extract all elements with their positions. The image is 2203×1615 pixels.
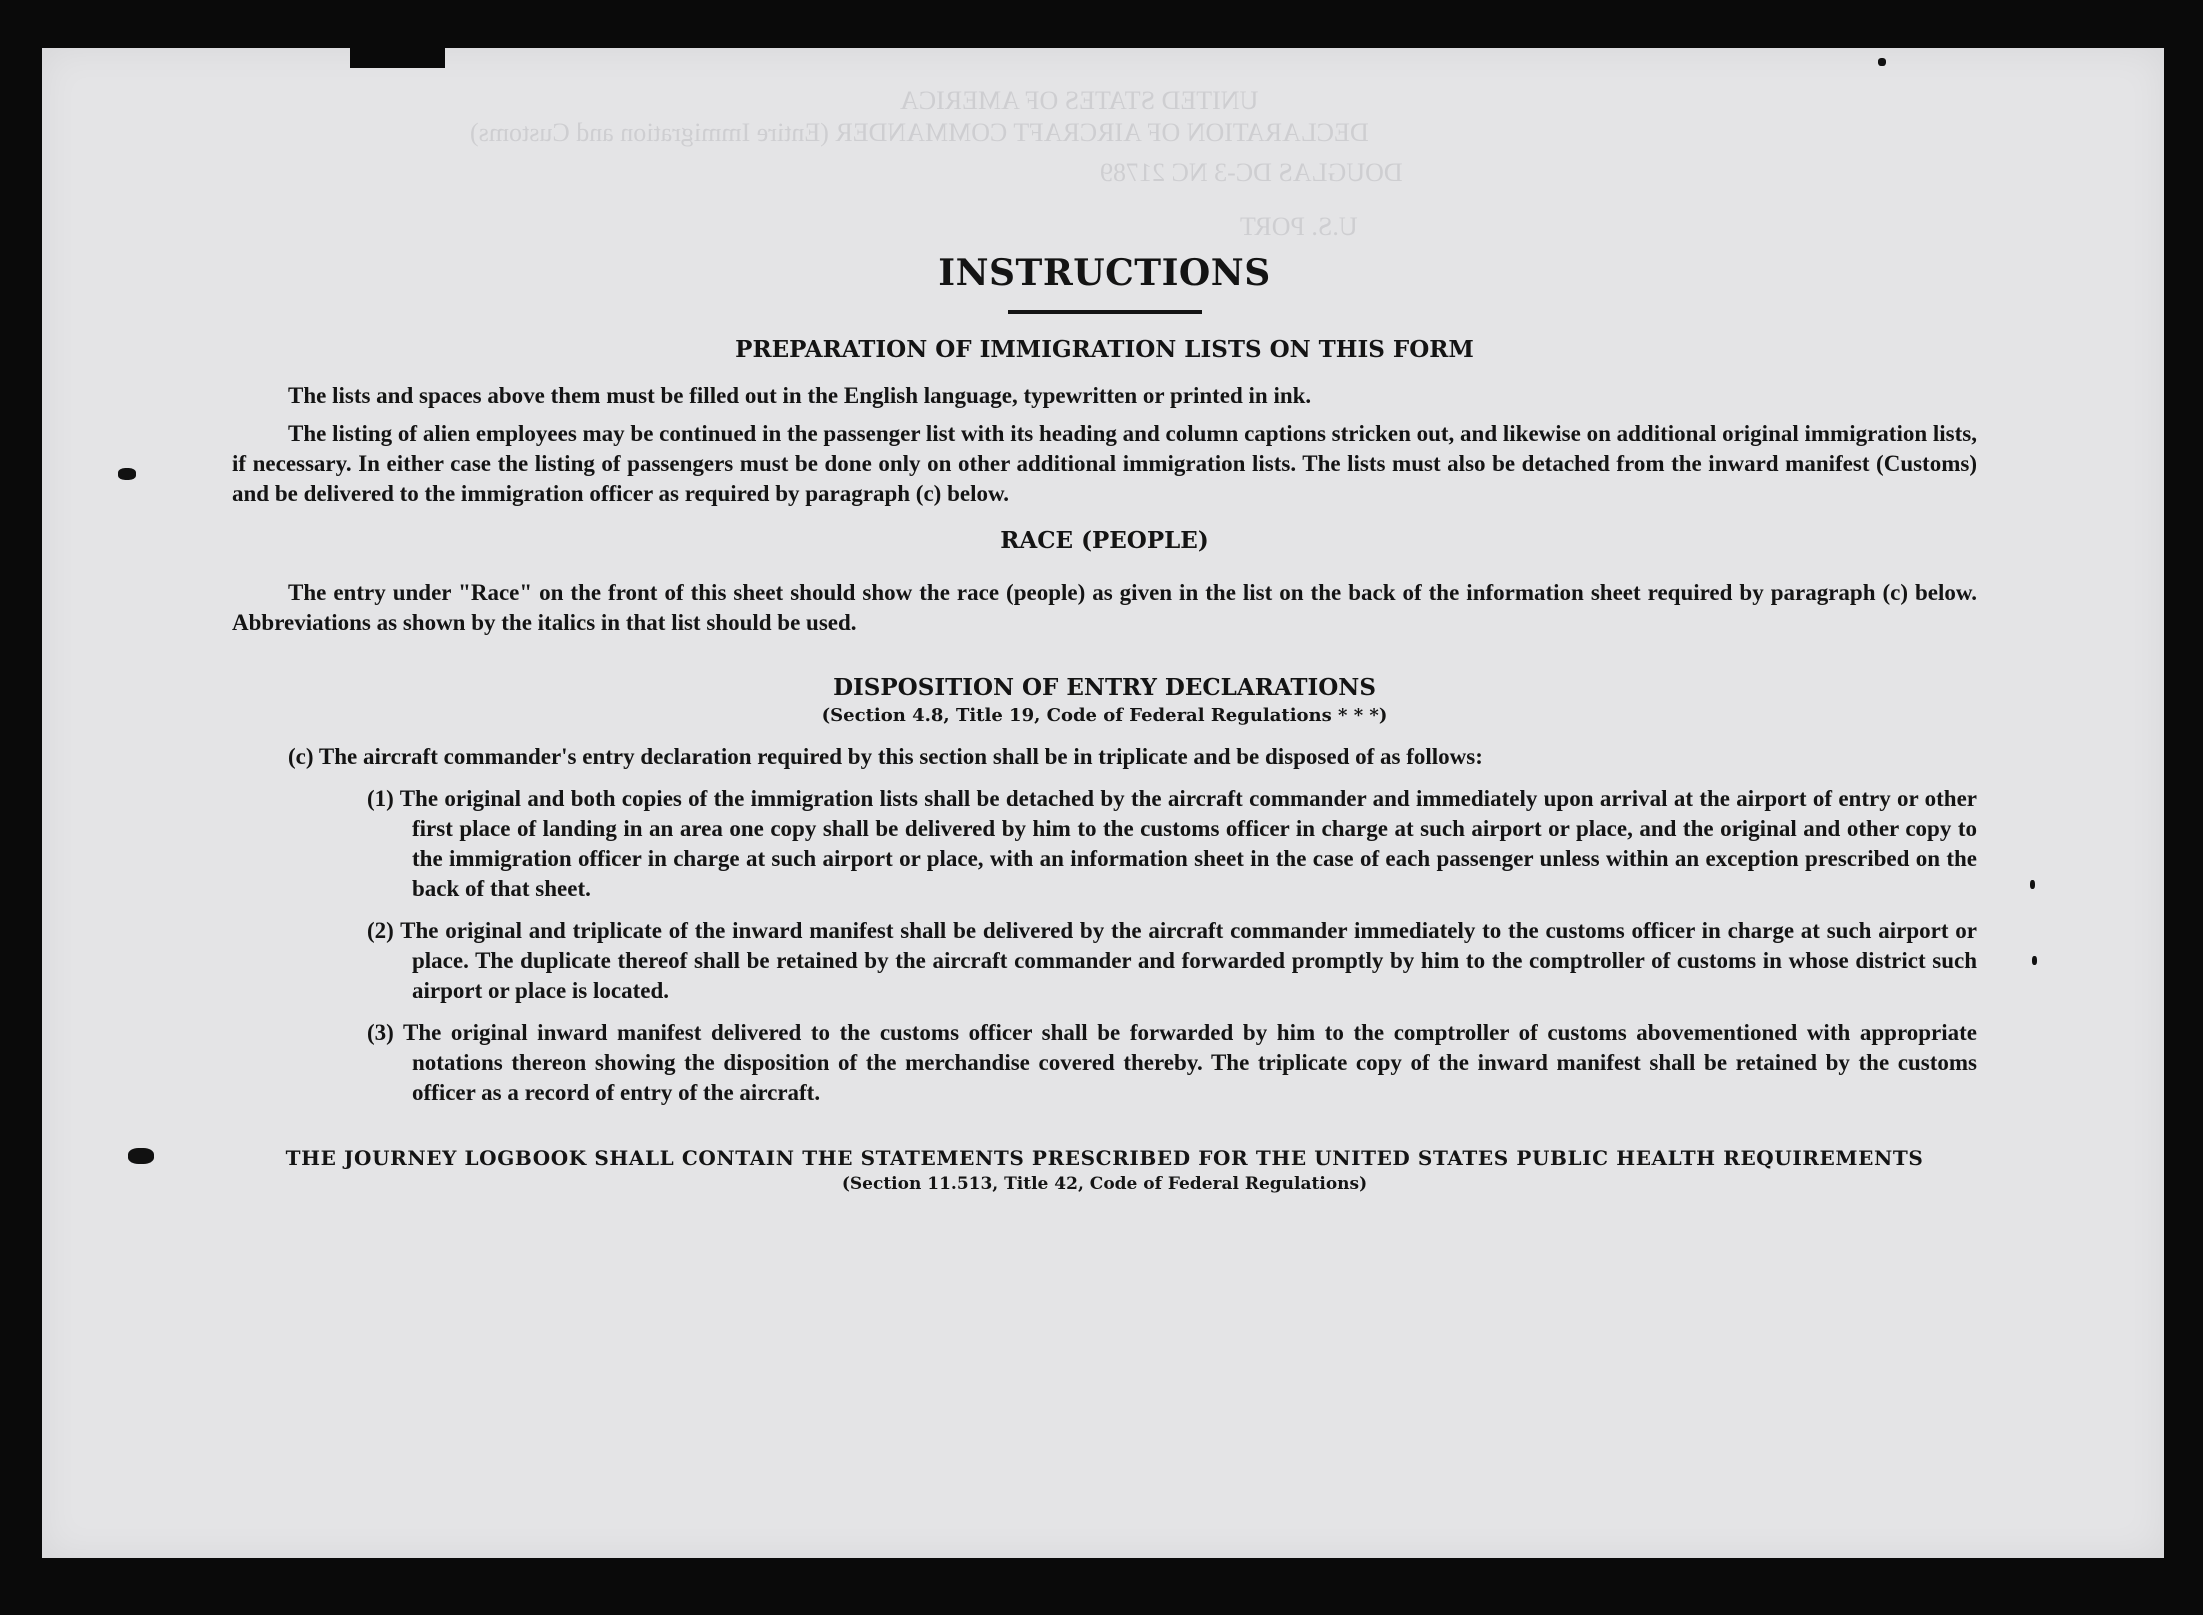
instructions-content [232, 252, 1977, 1194]
page-title: INSTRUCTIONS [938, 252, 1271, 294]
title-underline [1008, 310, 1202, 314]
bleed-through-text: UNITED STATES OF AMERICA [900, 86, 1259, 115]
list-item: (2) The original and triplicate of the inward manifest shall be delivered by the aircraft commander immediately to the customs officer in charge at such airport or place. The duplicate thereof shall be retained by the aircraft commander and forwarded promptly by him to the comptroller of customs in whose district such airport or place is located. [367, 918, 1977, 1003]
paragraph: The entry under "Race" on the front of this sheet should show the race (people) as given in the list on the back of the information sheet required by paragraph (c) below. Abbreviations as shown by the italics in that list should be used. [232, 580, 1977, 635]
list-item: (3) The original inward manifest delivered to the customs officer shall be forwarded by him to the comptroller of customs abovementioned with appropriate notations thereon showing the disposition of the merchandise covered thereby. The triplicate copy of the inward manifest shall be retained by the customs officer as a record of entry of the aircraft. [367, 1020, 1977, 1105]
paragraph: The listing of alien employees may be continued in the passenger list with its heading and column captions stricken out, and likewise on additional original immigration lists, if necessary. In either case the listing of passengers must be done only on other additional immigration lists. The lists must also be detached from the inward manifest (Customs) and be delivered to the immigration officer as required by paragraph (c) below. [232, 421, 1977, 506]
ink-blot [1878, 58, 1886, 66]
paragraph: The lists and spaces above them must be filled out in the English language, typewritten or printed in ink. [288, 383, 1312, 408]
section-title-race: RACE (PEOPLE) [1000, 527, 1209, 554]
paragraph-intro: (c) The aircraft commander's entry declaration required by this section shall be in triplicate and be disposed of as follows: [288, 744, 1483, 769]
ink-blot [2032, 956, 2037, 965]
bleed-through-text: DECLARATION OF AIRCRAFT COMMANDER (Entire Immigration and Customs) [470, 118, 1369, 147]
bleed-through-text: DOUGLAS DC-3 NC 21789 [1100, 158, 1403, 187]
bleed-through-text: U.S. PORT [1240, 212, 1358, 241]
footer-title: THE JOURNEY LOGBOOK SHALL CONTAIN THE STATEMENTS PRESCRIBED FOR THE UNITED STATES PUBLIC HEALTH REQUIREMENTS [285, 1146, 1924, 1170]
footer-citation: (Section 11.513, Title 42, Code of Federal Regulations) [841, 1174, 1368, 1194]
ink-blot [128, 1148, 154, 1164]
ink-blot [2030, 880, 2035, 889]
sheet-notch [350, 42, 445, 68]
list-item: (1) The original and both copies of the immigration lists shall be detached by the aircraft commander and immediately upon arrival at the airport of entry or other first place of landing in an area one copy shall be delivered by him to the customs officer in charge at such airport or place, and the original and other copy to the immigration officer in charge at such airport or place, with an information sheet in the case of each passenger unless within an exception prescribed on the back of that sheet. [367, 786, 1977, 901]
ink-blot [118, 468, 136, 480]
section-title-preparation: PREPARATION OF IMMIGRATION LISTS ON THIS FORM [735, 336, 1474, 363]
section-citation: (Section 4.8, Title 19, Code of Federal Regulations * * *) [821, 705, 1388, 726]
section-title-disposition: DISPOSITION OF ENTRY DECLARATIONS [833, 674, 1376, 701]
